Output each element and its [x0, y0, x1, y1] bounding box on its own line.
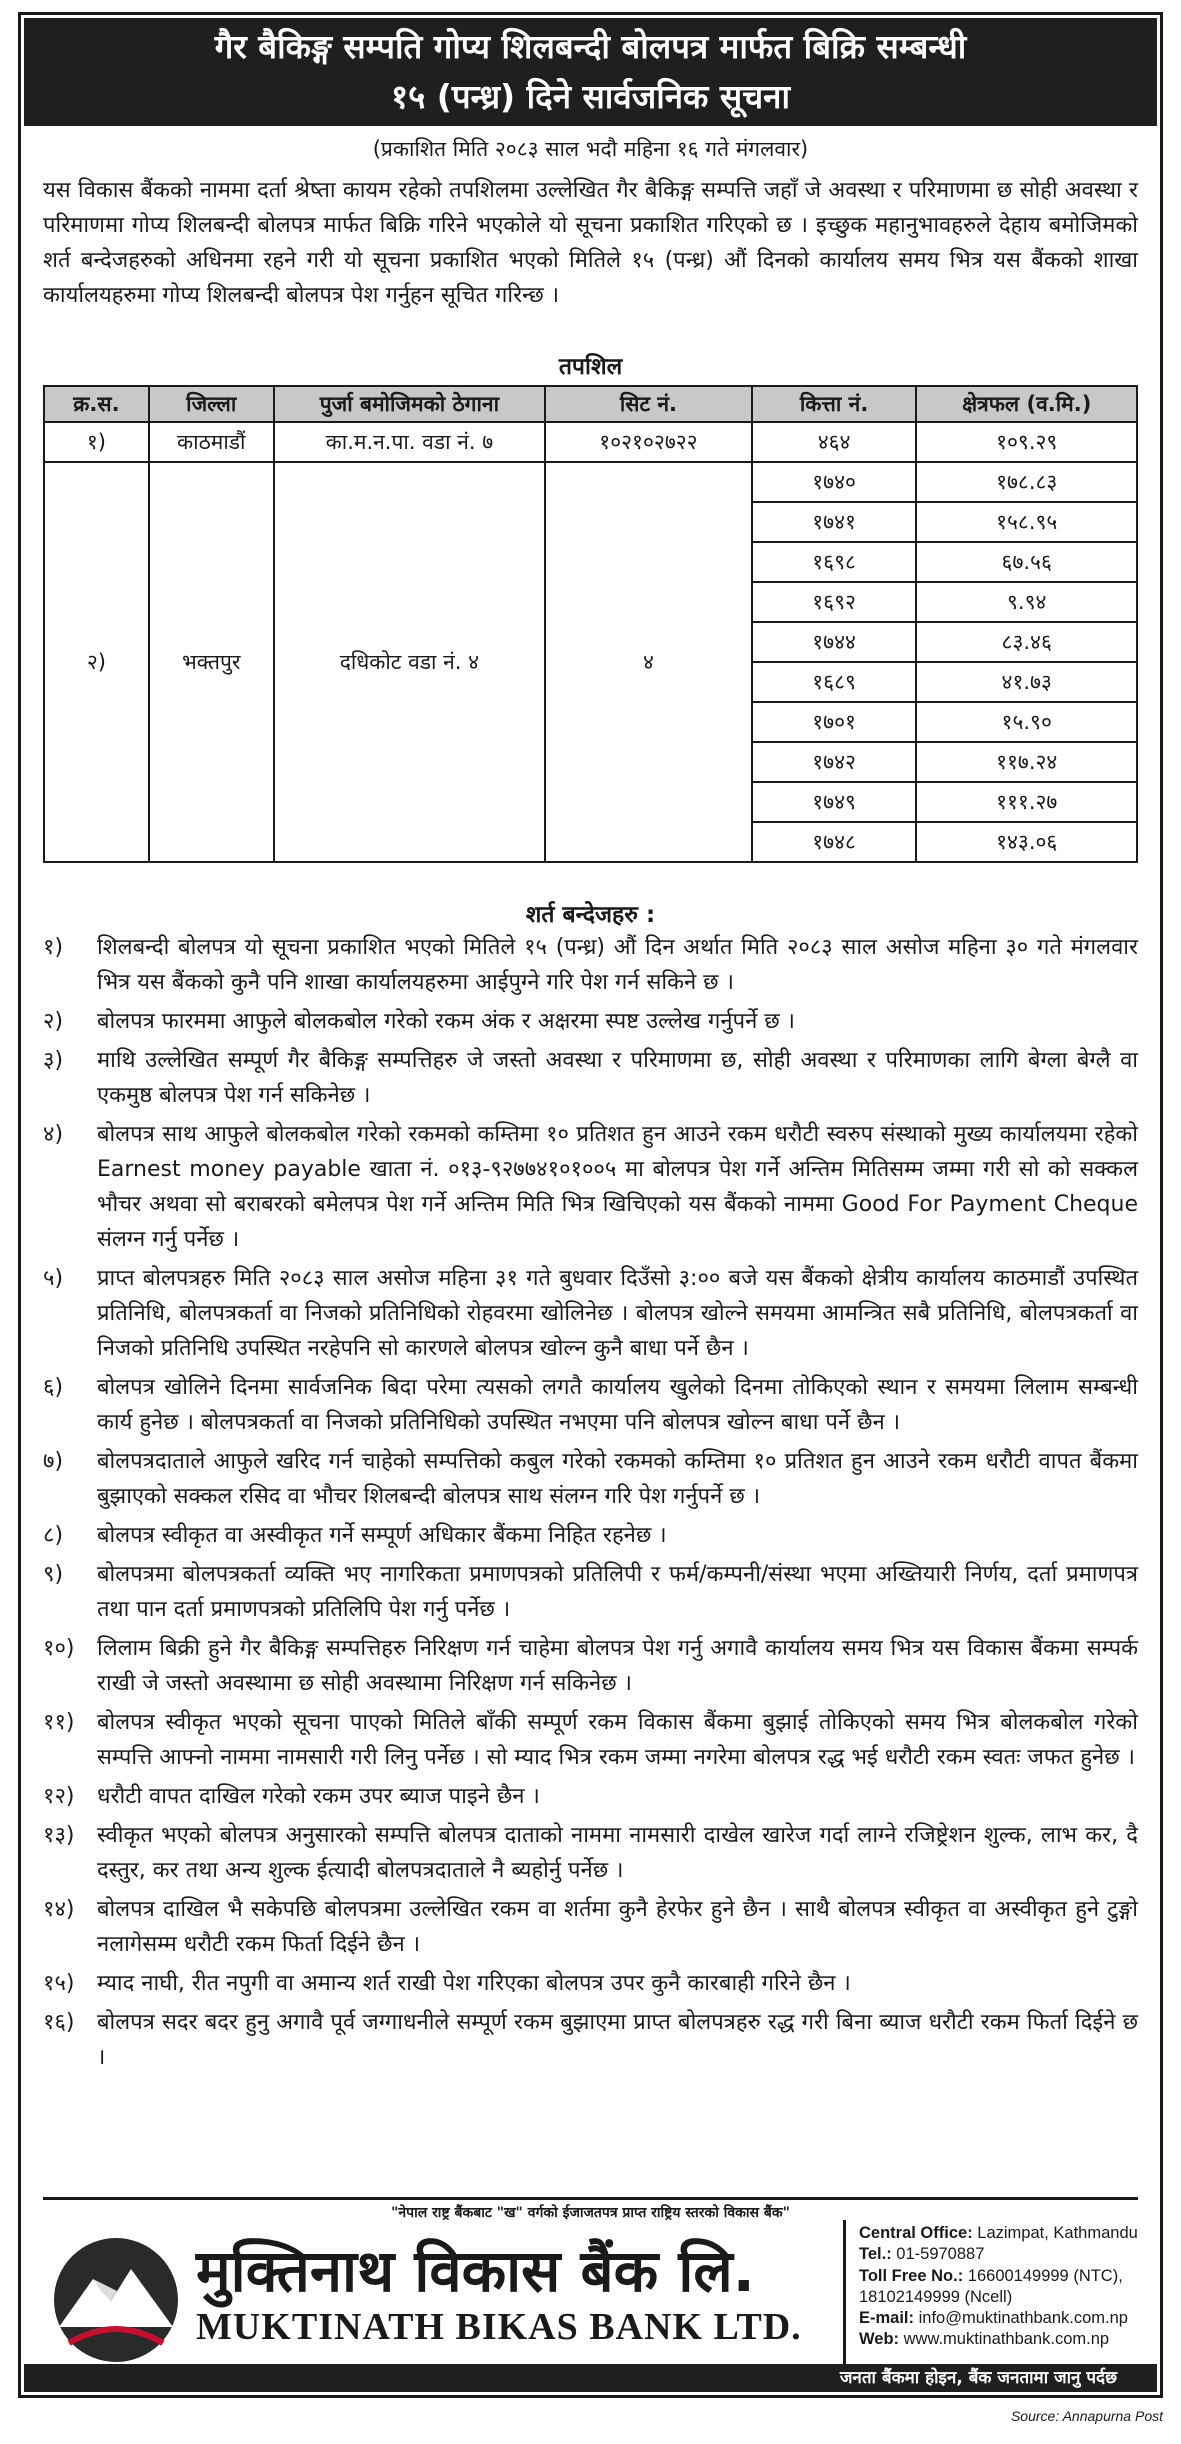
cell-address: दधिकोट वडा नं. ४ [274, 462, 545, 862]
notice-subtitle: १५ (पन्ध्र) दिने सार्वजनिक सूचना [390, 77, 791, 116]
property-table [43, 385, 1138, 863]
term-number: १४) [43, 1897, 75, 1922]
cell-sheet: १०२१०२७२२ [545, 422, 752, 462]
cell-area: ९.९४ [916, 582, 1137, 622]
cell-area: ८३.४६ [916, 622, 1137, 662]
term-text: बोलपत्रदाताले आफुले खरिद गर्न चाहेको सम्पत्तिको कबुल गरेको रकमको कम्तिमा १० प्रतिशत हुन आउने रकम धरौटी वापत बैंकमा बुझाएको सक्कल रसिद वा भौचर शिलबन्दी बोलपत्र साथ संलग्न गरि पेश गर्नुपर्ने छ । [97, 1449, 1138, 1509]
term-item [43, 2005, 1138, 2075]
cell-kitta: १७४४ [752, 622, 917, 662]
contact-block: Central Office: Lazimpat, Kathmandu Tel.: 01-5970887 Toll Free No.: 16600149999 (NTC), 18102149999 (Ncell) E-mail: info@muktinathbank.com.np Web: www.muktinathbank.com.np [859, 2224, 1138, 2349]
col-district: जिल्ला [149, 386, 274, 422]
table-title: तपशिल [558, 354, 623, 380]
publish-date: (प्रकाशित मिति २०८३ साल भदौ महिना १६ गते मंगलवार) [372, 137, 809, 161]
website-link[interactable]: www.muktinathbank.com.np [903, 2330, 1110, 2349]
term-item [43, 1557, 1138, 1627]
bank-logo-icon [51, 2235, 181, 2365]
term-item [43, 1004, 1138, 1039]
cell-sn: १) [44, 422, 149, 462]
cell-sheet: ४ [545, 462, 752, 862]
cell-area: ४१.७३ [916, 662, 1137, 702]
cell-area: १०९.२९ [916, 422, 1137, 462]
bank-name-nepali: मुक्तिनाथ विकास बैंक लि. [196, 2237, 755, 2305]
term-item [43, 1261, 1138, 1366]
term-text: लिलाम बिक्री हुने गैर बैकिङ्ग सम्पत्तिहरु निरिक्षण गर्न चाहेमा बोलपत्र पेश गर्नु अगावै कार्यालय समय भित्र यस विकास बैंकमा सम्पर्क राखी जे जस्तो अवस्थामा छ सोही अवस्थामा निरिक्षण गर्न सकिनेछ । [97, 1636, 1138, 1696]
cell-kitta: १७४१ [752, 502, 917, 542]
term-item [43, 1631, 1138, 1701]
cell-district: भक्तपुर [149, 462, 274, 862]
term-number: ४) [43, 1122, 64, 1147]
term-item [43, 930, 1138, 1000]
term-number: ५) [43, 1266, 64, 1291]
cell-area: ६७.५६ [916, 542, 1137, 582]
cell-address: का.म.न.पा. वडा नं. ७ [274, 422, 545, 462]
cell-area: ११७.२४ [916, 742, 1137, 782]
bank-slogan: जनता बैंकमा होइन, बैंक जनतामा जानु पर्दछ [839, 2368, 1117, 2388]
term-number: १०) [43, 1636, 75, 1661]
term-number: ९) [43, 1562, 64, 1587]
cell-area: १५८.९५ [916, 502, 1137, 542]
term-item [43, 1117, 1138, 1257]
term-item [43, 1966, 1138, 2001]
col-kitta: कित्ता नं. [752, 386, 917, 422]
email-link[interactable]: info@muktinathbank.com.np [918, 2309, 1128, 2328]
term-text: म्याद नाघी, रीत नपुगी वा अमान्य शर्त राखी पेश गरिएका बोलपत्र उपर कुनै कारबाही गरिने छैन । [97, 1971, 851, 1996]
term-text: बोलपत्रमा बोलपत्रकर्ता व्यक्ति भए नागरिकता प्रमाणपत्रको प्रतिलिपी र फर्म/कम्पनी/संस्था भएमा अख्तियारी निर्णय, दर्ता प्रमाणपत्र तथा पान दर्ता प्रमाणपत्रको प्रतिलिपि पेश गर्नु पर्नेछ । [97, 1562, 1138, 1622]
term-number: २) [43, 1009, 64, 1034]
term-text: शिलबन्दी बोलपत्र यो सूचना प्रकाशित भएको मितिले १५ (पन्ध्र) औं दिन अर्थात मिति २०८३ साल असोज महिना ३० गते मंगलवार भित्र यस बैंकको कुनै पनि शाखा कार्यालयहरुमा आईपुग्ने गरि पेश गर्न सकिने छ । [97, 935, 1138, 995]
term-text: बोलपत्र साथ आफुले बोलकबोल गरेको रकमको कम्तिमा १० प्रतिशत हुन आउने रकम धरौटी स्वरुप संस्थाको मुख्य कार्यालयमा रहेको Earnest money payable खाता नं. ०१३-९२७७४१०१००५ मा बोलपत्र पेश गर्ने अन्तिम मितिसम्म जम्मा गरी सो को सक्कल भौचर अथवा सो बराबरको बमेलपत्र पेश गर्ने अन्तिम मिति भित्र खिचिएको यस बैंकको नाममा Good For Payment Cheque संलग्न गर्नु पर्नेछ । [97, 1122, 1138, 1252]
term-text: बोलपत्र खोलिने दिनमा सार्वजनिक बिदा परेमा त्यसको लगतै कार्यालय खुलेको दिनमा तोकिएको स्थान र समयमा लिलाम सम्बन्धी कार्य हुनेछ । बोलपत्रकर्ता वा निजको प्रतिनिधिको उपस्थित नभएमा पनि बोलपत्र खोल्न बाधा पर्ने छैन । [97, 1375, 1138, 1435]
terms-list [43, 930, 1138, 2079]
term-number: १२) [43, 1784, 75, 1809]
cell-kitta: १७४९ [752, 782, 917, 822]
table-row [44, 462, 1137, 502]
cell-kitta: १७४० [752, 462, 917, 502]
table-header-row [44, 386, 1137, 422]
term-number: १६) [43, 2010, 75, 2035]
cell-kitta: १७०१ [752, 702, 917, 742]
cell-kitta: १६९२ [752, 582, 917, 622]
term-number: ११) [43, 1710, 75, 1735]
col-sn: क्र.स. [44, 386, 149, 422]
cell-kitta: १७४२ [752, 742, 917, 782]
cell-kitta: ४६४ [752, 422, 917, 462]
cell-kitta: १६९८ [752, 542, 917, 582]
col-sheet: सिट नं. [545, 386, 752, 422]
notice-title: गैर बैकिङ्ग सम्पति गोप्य शिलबन्दी बोलपत्र मार्फत बिक्रि सम्बन्धी [214, 27, 967, 66]
cell-kitta: १७४८ [752, 822, 917, 862]
term-number: १५) [43, 1971, 75, 1996]
table-row [44, 422, 1137, 462]
term-text: बोलपत्र स्वीकृत वा अस्वीकृत गर्ने सम्पूर्ण अधिकार बैंकमा निहित रहनेछ । [97, 1523, 667, 1548]
term-text: बोलपत्र दाखिल भै सकेपछि बोलपत्रमा उल्लेखित रकम वा शर्तमा कुनै हेरफेर हुने छैन । साथै बोलपत्र स्वीकृत वा अस्वीकृत हुने टुङ्गो नलागेसम्म धरौटी रकम फिर्ता दिईने छैन । [97, 1897, 1138, 1957]
cell-kitta: १६८९ [752, 662, 917, 702]
term-number: १३) [43, 1823, 75, 1848]
term-item [43, 1818, 1138, 1888]
term-text: प्राप्त बोलपत्रहरु मिति २०८३ साल असोज महिना ३१ गते बुधवार दिउँसो ३:०० बजे यस बैंकको क्षेत्रीय कार्यालय काठमाडौं उपस्थित प्रतिनिधि, बोलपत्रकर्ता वा निजको प्रतिनिधिको रोहवरमा खोलिनेछ । बोलपत्र खोल्ने समयमा आमन्त्रित सबै प्रतिनिधि, बोलपत्रकर्ता वा निजको प्रतिनिधि उपस्थित नरहेपनि सो कारणले बोलपत्र खोल्न कुनै बाधा पर्ने छैन । [97, 1266, 1138, 1361]
bank-name-english: MUKTINATH BIKAS BANK LTD. [196, 2306, 802, 2348]
term-text: माथि उल्लेखित सम्पूर्ण गैर बैकिङ्ग सम्पत्तिहरु जे जस्तो अवस्था र परिमाणमा छ, सोही अवस्था र परिमाणका लागि बेग्ला बेग्लै वा एकमुष्ठ बोलपत्र पेश गर्न सकिनेछ । [97, 1048, 1138, 1108]
term-number: ७) [43, 1449, 64, 1474]
term-text: बोलपत्र सदर बदर हुनु अगावै पूर्व जग्गाधनीले सम्पूर्ण रकम बुझाएमा प्राप्त बोलपत्रहरु रद्ध गरी बिना ब्याज धरौटी रकम फिर्ता दिईने छ । [97, 2010, 1138, 2070]
bank-tagline: "नेपाल राष्ट्र बैंकबाट "ख" वर्गको ईजाजतपत्र प्राप्त राष्ट्रिय स्तरको विकास बैंक" [391, 2205, 790, 2221]
cell-district: काठमाडौं [149, 422, 274, 462]
term-item [43, 1779, 1138, 1814]
intro-paragraph: यस विकास बैंकको नाममा दर्ता श्रेष्ता कायम रहेको तपशिलमा उल्लेखित गैर बैकिङ्ग सम्पत्ति जहाँ जे अवस्था र परिमाणमा छ सोही अवस्था र परिमाणमा गोप्य शिलबन्दी बोलपत्र मार्फत बिक्रि गरिने भएकोले यो सूचना प्रकाशित गरिएको छ । इच्छुक महानुभावहरुले देहाय बमोजिमको शर्त बन्देजहरुको अधिनमा रहने गरी यो सूचना प्रकाशित भएको मितिले १५ (पन्ध्र) औं दिनको कार्यालय समय भित्र यस बैंकको शाखा कार्यालयहरुमा गोप्य शिलबन्दी बोलपत्र पेश गर्नुहन सूचित गरिन्छ । [43, 178, 1138, 308]
term-item [43, 1705, 1138, 1775]
term-text: स्वीकृत भएको बोलपत्र अनुसारको सम्पत्ति बोलपत्र दाताको नाममा नामसारी दाखेल खारेज गर्दा लाग्ने रजिष्ट्रेशन शुल्क, लाभ कर, दै दस्तुर, कर तथा अन्य शुल्क ईत्यादी बोलपत्रदाताले नै ब्यहोर्नु पर्नेछ । [97, 1823, 1138, 1883]
term-item [43, 1043, 1138, 1113]
col-address: पुर्जा बमोजिमको ठेगाना [274, 386, 545, 422]
term-text: धरौटी वापत दाखिल गरेको रकम उपर ब्याज पाइने छैन । [97, 1784, 540, 1809]
cell-area: १७८.८३ [916, 462, 1137, 502]
cell-area: १११.२७ [916, 782, 1137, 822]
source-credit: Source: Annapurna Post [1010, 2408, 1163, 2424]
term-number: ३) [43, 1048, 64, 1073]
term-number: ८) [43, 1523, 64, 1548]
term-item [43, 1518, 1138, 1553]
term-text: बोलपत्र फारममा आफुले बोलकबोल गरेको रकम अंक र अक्षरमा स्पष्ट उल्लेख गर्नुपर्ने छ । [97, 1009, 796, 1034]
term-number: ६) [43, 1375, 64, 1400]
slogan-band [24, 2364, 1157, 2392]
cell-area: १५.९० [916, 702, 1137, 742]
footer-divider [43, 2197, 1138, 2200]
term-number: १) [43, 935, 64, 960]
notice-frame [18, 12, 1163, 2398]
footer-vertical-divider [843, 2220, 846, 2370]
cell-area: १४३.०६ [916, 822, 1137, 862]
term-item [43, 1892, 1138, 1962]
cell-sn: २) [44, 462, 149, 862]
term-text: बोलपत्र स्वीकृत भएको सूचना पाएको मितिले बाँकी सम्पूर्ण रकम विकास बैंकमा बुझाई तोकिएको समय भित्र बोलकबोल गरेको सम्पत्ति आफ्नो नाममा नामसारी गरी लिनु पर्नेछ । सो म्याद भित्र रकम जम्मा नगरेमा बोलपत्र रद्ध भई धरौटी रकम स्वतः जफत हुनेछ । [97, 1710, 1138, 1770]
col-area: क्षेत्रफल (व.मि.) [916, 386, 1137, 422]
term-item [43, 1370, 1138, 1440]
term-item [43, 1444, 1138, 1514]
title-band [24, 18, 1157, 126]
terms-title: शर्त बन्देजहरु : [525, 902, 656, 928]
